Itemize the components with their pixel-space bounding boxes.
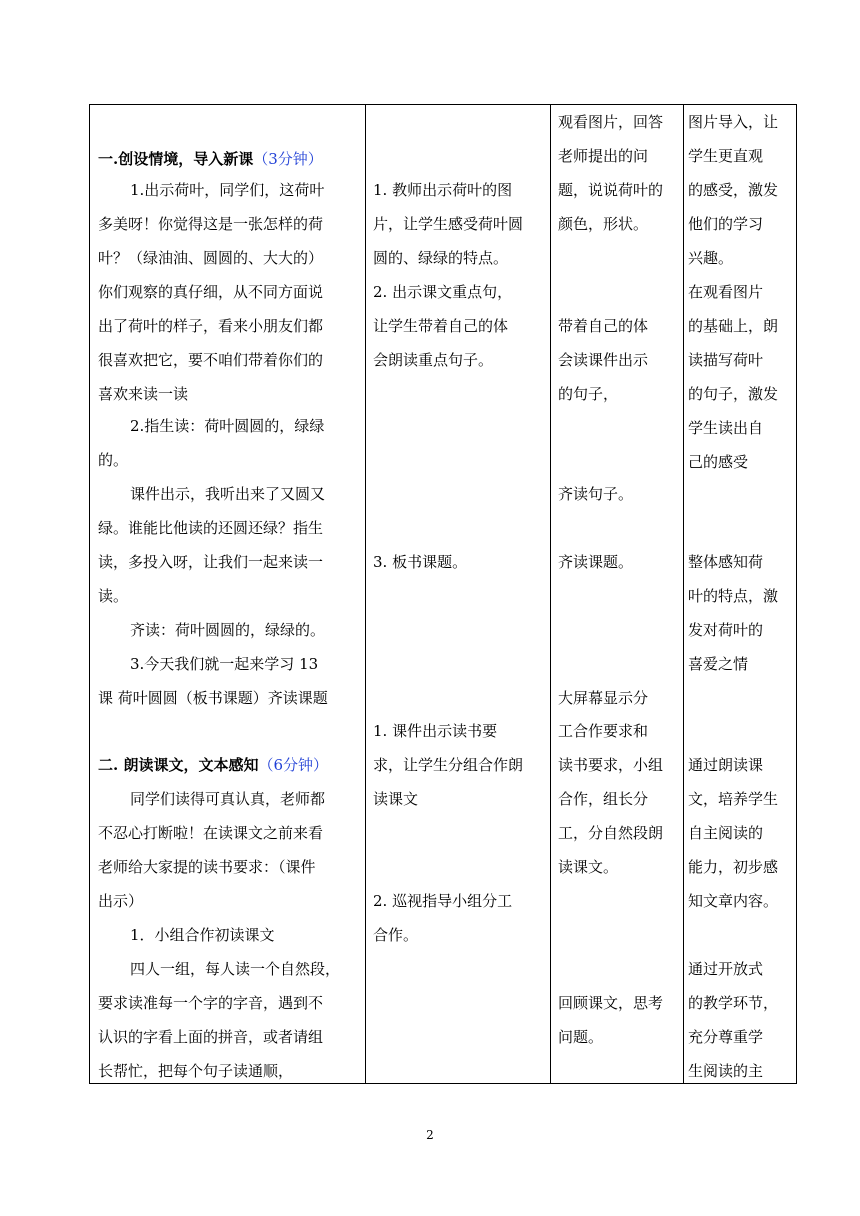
- text-line: 1.出示荷叶，同学们，这荷叶: [130, 181, 325, 199]
- text-line: 齐读：荷叶圆圆的，绿绿的。: [130, 621, 326, 639]
- column-divider: [550, 105, 551, 1083]
- text-line: 老师给大家提的读书要求：（课件: [98, 858, 316, 876]
- text-line: 在观看图片: [688, 283, 764, 301]
- section-time: （6分钟）: [258, 756, 328, 774]
- text-line: 2. 出示课文重点句，: [373, 283, 513, 301]
- text-line: 通过开放式: [688, 960, 764, 978]
- section-title: 二. 朗读课文，文本感知: [98, 756, 259, 774]
- text-line: 问题。: [558, 1028, 604, 1046]
- column-divider: [365, 105, 366, 1083]
- text-line: 圆的、绿绿的特点。: [373, 249, 509, 267]
- text-line: 1. 教师出示荷叶的图: [373, 181, 513, 199]
- text-line: 出了荷叶的样子，看来小朋友们都: [98, 317, 324, 335]
- text-line: 认识的字看上面的拼音，或者请组: [98, 1028, 324, 1046]
- text-line: 绿。谁能比他读的还圆还绿？指生: [98, 519, 324, 537]
- text-line: 很喜欢把它，要不咱们带着你们的: [98, 351, 324, 369]
- text-line: 片，让学生感受荷叶圆: [373, 215, 524, 233]
- text-line: 长帮忙，把每个句子读通顺，: [98, 1062, 294, 1080]
- text-line: 合作。: [373, 926, 419, 944]
- text-line: 学生读出自: [688, 419, 764, 437]
- text-line: 喜爱之情: [688, 655, 749, 673]
- text-line: 你们观察的真仔细，从不同方面说: [98, 283, 324, 301]
- section-title: 一.创设情境，导入新课: [98, 150, 254, 168]
- text-line: 能力，初步感: [688, 858, 779, 876]
- text-line: 整体感知荷: [688, 553, 764, 571]
- text-line: 的。: [98, 451, 129, 469]
- text-line: 自主阅读的: [688, 824, 764, 842]
- text-line: 齐读课题。: [558, 553, 634, 571]
- text-line: 知文章内容。: [688, 892, 779, 910]
- text-line: 的教学环节，: [688, 994, 779, 1012]
- text-line: 读书要求，小组: [558, 756, 664, 774]
- text-line: 四人一组，每人读一个自然段，: [130, 960, 341, 978]
- text-line: 读。: [98, 587, 129, 605]
- text-line: 让学生带着自己的体: [373, 317, 509, 335]
- text-line: 同学们读得可真认真，老师都: [130, 790, 326, 808]
- text-line: 会朗读重点句子。: [373, 351, 494, 369]
- text-line: 读课文。: [558, 858, 619, 876]
- text-line: 工合作要求和: [558, 722, 649, 740]
- text-line: 文，培养学生: [688, 790, 779, 808]
- text-line: 发对荷叶的: [688, 621, 764, 639]
- text-line: 出示）: [98, 892, 144, 910]
- text-line: 不忍心打断啦！在读课文之前来看: [98, 824, 324, 842]
- text-line: 读课文: [373, 790, 419, 808]
- text-line: 充分尊重学: [688, 1028, 764, 1046]
- text-line: 图片导入，让: [688, 113, 779, 131]
- text-line: 1．小组合作初读课文: [130, 926, 275, 944]
- text-line: 他们的学习: [688, 215, 764, 233]
- text-line: 的句子，: [558, 385, 619, 403]
- text-line: 己的感受: [688, 453, 749, 471]
- text-line: 的句子，激发: [688, 385, 779, 403]
- text-line: 合作，组长分: [558, 790, 649, 808]
- text-line: 题，说说荷叶的: [558, 181, 664, 199]
- text-line: 的感受，激发: [688, 181, 779, 199]
- text-line: 1. 课件出示读书要: [373, 722, 498, 740]
- text-line: 齐读句子。: [558, 485, 634, 503]
- text-line: 大屏幕显示分: [558, 689, 649, 707]
- text-line: 观看图片，回答: [558, 113, 664, 131]
- column-divider: [683, 105, 684, 1083]
- text-line: 兴趣。: [688, 249, 734, 267]
- text-line: 学生更直观: [688, 147, 764, 165]
- text-line: 带着自己的体: [558, 317, 649, 335]
- text-line: 2. 巡视指导小组分工: [373, 892, 513, 910]
- section-time: （3分钟）: [253, 150, 323, 168]
- text-line: 多美呀！你觉得这是一张怎样的荷: [98, 215, 324, 233]
- text-line: 通过朗读课: [688, 756, 764, 774]
- text-line: 的基础上，朗: [688, 317, 779, 335]
- text-line: 求，让学生分组合作朗: [373, 756, 524, 774]
- text-line: 课件出示，我听出来了又圆又: [130, 485, 326, 503]
- text-line: 2.指生读：荷叶圆圆的，绿绿: [130, 417, 325, 435]
- text-line: 会读课件出示: [558, 351, 649, 369]
- text-line: 回顾课文，思考: [558, 994, 664, 1012]
- section-heading: [98, 142, 323, 176]
- section-heading: [98, 748, 328, 782]
- text-line: 3.今天我们就一起来学习 13: [130, 655, 319, 673]
- text-line: 喜欢来读一读: [98, 385, 189, 403]
- text-line: 要求读准每一个字的字音，遇到不: [98, 994, 324, 1012]
- text-line: 工，分自然段朗: [558, 824, 664, 842]
- text-line: 3. 板书课题。: [373, 553, 468, 571]
- text-line: 读描写荷叶: [688, 351, 764, 369]
- text-line: 叶？（绿油油、圆圆的、大大的）: [98, 249, 324, 267]
- page-number: 2: [426, 1128, 434, 1142]
- text-line: 颜色，形状。: [558, 215, 649, 233]
- text-line: 读，多投入呀，让我们一起来读一: [98, 553, 324, 571]
- lesson-plan-table: [89, 104, 797, 1084]
- text-line: 生阅读的主: [688, 1062, 764, 1080]
- text-line: 叶的特点，激: [688, 587, 779, 605]
- text-line: 老师提出的问: [558, 147, 649, 165]
- text-line: 课 荷叶圆圆（板书课题）齐读课题: [98, 689, 328, 707]
